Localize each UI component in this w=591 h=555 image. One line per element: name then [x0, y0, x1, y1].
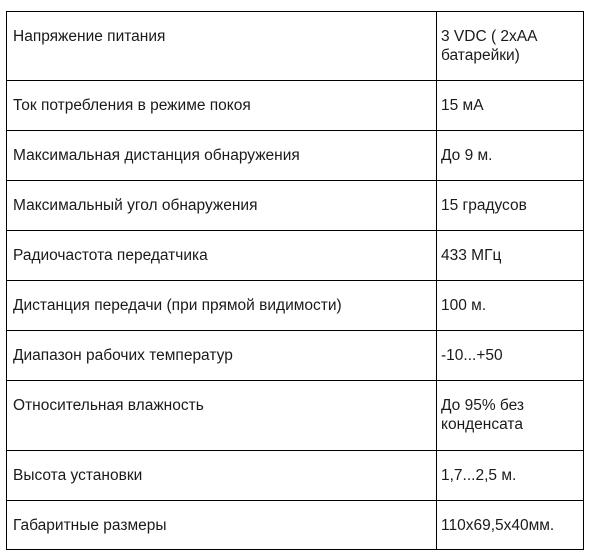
spec-value: 433 МГц [437, 231, 584, 281]
table-row [7, 12, 584, 81]
spec-label: Максимальная дистанция обнаружения [7, 131, 437, 181]
specifications-table [6, 11, 584, 550]
spec-label: Диапазон рабочих температур [7, 331, 437, 381]
spec-label: Радиочастота передатчика [7, 231, 437, 281]
spec-value: До 95% без конденсата [437, 381, 584, 451]
spec-label: Дистанция передачи (при прямой видимости) [7, 281, 437, 331]
spec-label: Относительная влажность [7, 381, 437, 451]
spec-value: -10...+50 [437, 331, 584, 381]
spec-value: 3 VDC ( 2xAA батарейки) [437, 12, 584, 81]
table-row [7, 451, 584, 501]
spec-value: До 9 м. [437, 131, 584, 181]
spec-label: Ток потребления в режиме покоя [7, 81, 437, 131]
table-row [7, 81, 584, 131]
spec-label: Максимальный угол обнаружения [7, 181, 437, 231]
spec-label: Напряжение питания [7, 12, 437, 81]
table-row [7, 331, 584, 381]
spec-label: Габаритные размеры [7, 501, 437, 550]
spec-label: Высота установки [7, 451, 437, 501]
spec-value: 15 мА [437, 81, 584, 131]
spec-value: 110х69,5х40мм. [437, 501, 584, 550]
table-row [7, 281, 584, 331]
spec-value: 15 градусов [437, 181, 584, 231]
table-row [7, 381, 584, 451]
table-row [7, 131, 584, 181]
table-row [7, 181, 584, 231]
spec-value: 100 м. [437, 281, 584, 331]
table-row [7, 231, 584, 281]
table-row [7, 501, 584, 550]
spec-value: 1,7...2,5 м. [437, 451, 584, 501]
